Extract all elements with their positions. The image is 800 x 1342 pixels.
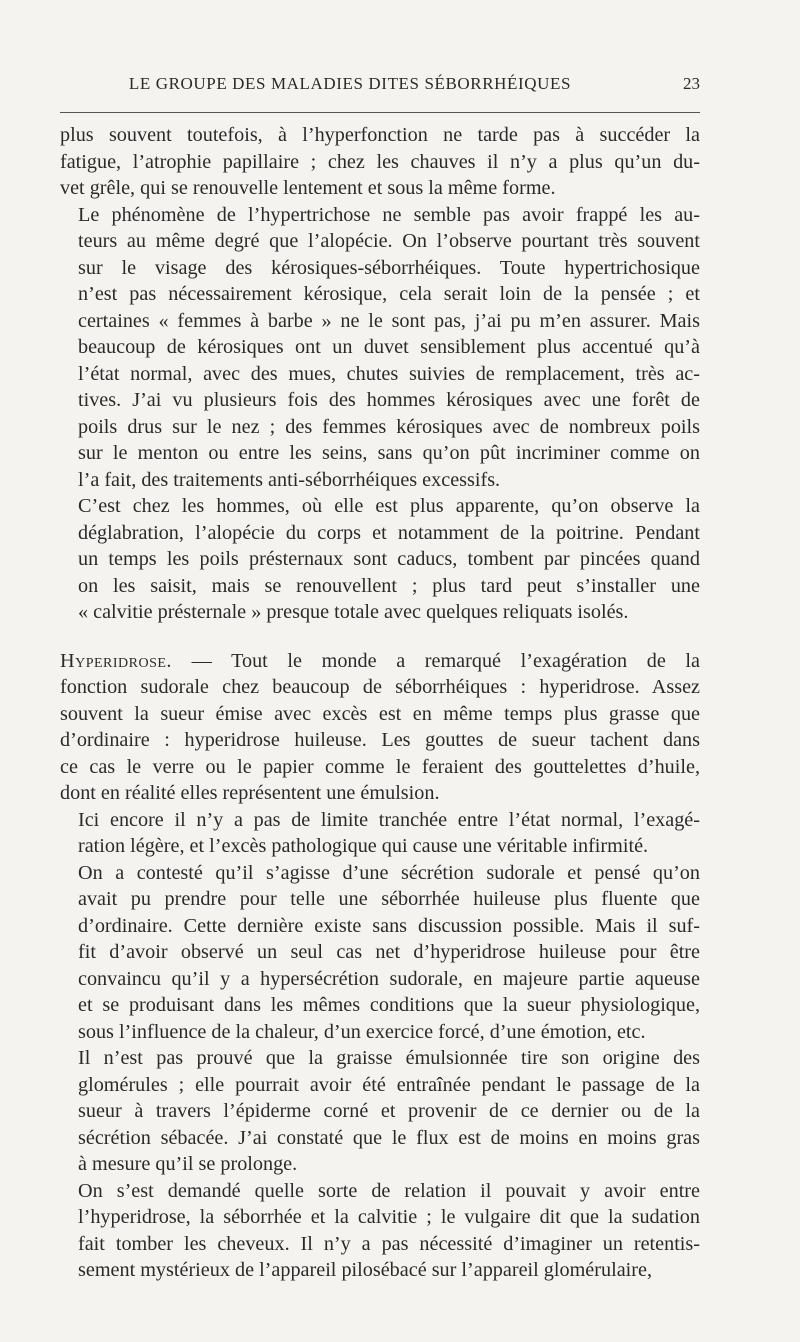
text-line: fait tomber les cheveux. Il n’y a pas nécessité d’imaginer un retentis- (78, 1232, 700, 1255)
section-heading: Hyperidrose. (60, 649, 172, 672)
text-line: avait pu prendre pour telle une séborrhée huileuse plus fluente que (78, 888, 700, 910)
text-line: Le phénomène de l’hypertrichose ne semble pas avoir frappé les au- (78, 203, 700, 226)
text-line: fit d’avoir observé un seul cas net d’hyperidrose huileuse pour être (78, 941, 700, 963)
text-line: teurs au même degré que l’alopécie. On l’observe pourtant très souvent (78, 230, 700, 252)
text-line: tives. J’ai vu plusieurs fois des hommes kérosiques avec une forêt de (78, 389, 700, 411)
text-line: sement mystérieux de l’appareil pilosébacé sur l’appareil glomérulaire, (78, 1259, 652, 1281)
text-line: d’ordinaire : hyperidrose huileuse. Les gouttes de sueur tachent dans (60, 729, 700, 751)
text-line: glomérules ; elle pourrait avoir été entraînée pendant le passage de la (78, 1073, 700, 1096)
text-line: ce cas le verre ou le papier comme le feraient des gouttelettes d’huile, (60, 755, 700, 778)
paragraph (60, 860, 700, 1046)
text-line: Ici encore il n’y a pas de limite tranchée entre l’état normal, l’exagé- (78, 808, 700, 831)
running-title: LE GROUPE DES MALADIES DITES SÉBORRHÉIQUES (128, 74, 572, 93)
text-line: dont en réalité elles représentent une émulsion. (60, 782, 440, 804)
paragraph (60, 493, 700, 626)
text-line: d’ordinaire. Cette dernière existe sans discussion possible. Mais il suf- (78, 914, 700, 937)
text-line: convaincu qu’il y a hypersécrétion sudorale, en majeure partie aqueuse (78, 967, 700, 990)
text-line: poils drus sur le nez ; des femmes kérosiques avec de nombreux poils (78, 415, 700, 438)
paragraph (60, 648, 700, 807)
paragraph (60, 122, 700, 202)
page-number: 23 (683, 74, 700, 93)
text-line: un temps les poils présternaux sont caducs, tombent par pincées quand (78, 548, 700, 570)
text-line: sur le menton ou entre les seins, sans qu’on pût incriminer comme on (78, 442, 700, 464)
text-line: sous l’influence de la chaleur, d’un exercice forcé, d’une émotion, etc. (78, 1020, 646, 1043)
text-line: Il n’est pas prouvé que la graisse émulsionnée tire son origine des (78, 1047, 700, 1069)
paragraph (60, 202, 700, 494)
text-line: C’est chez les hommes, où elle est plus apparente, qu’on observe la (78, 495, 700, 517)
paragraph (60, 1045, 700, 1178)
text-line: ration légère, et l’excès pathologique qui cause une véritable infirmité. (78, 835, 649, 857)
paragraph (60, 1178, 700, 1284)
text-line: déglabration, l’alopécie du corps et notamment de la poitrine. Pendant (78, 521, 700, 544)
text-line: certaines « femmes à barbe » ne le sont pas, j’ai pu m’en assurer. Mais (78, 309, 700, 332)
text-line: Hyperidrose. — Tout le monde a remarqué l’exagération de la (60, 649, 700, 672)
text-line: à mesure qu’il se prolonge. (78, 1153, 298, 1175)
text-line: l’hyperidrose, la séborrhée et la calvitie ; le vulgaire dit que la sudation (78, 1206, 700, 1228)
header-rule (60, 112, 700, 113)
paragraph (60, 807, 700, 860)
text-line: « calvitie présternale » presque totale avec quelques reliquats isolés. (78, 601, 629, 623)
text-line: on les saisit, mais se renouvellent ; plus tard peut s’installer une (78, 574, 700, 597)
text-line: sueur à travers l’épiderme corné et provenir de ce dernier ou de la (78, 1100, 700, 1122)
text-line: l’état normal, avec des mues, chutes suivies de remplacement, très ac- (78, 362, 700, 385)
text-line: On a contesté qu’il s’agisse d’une sécrétion sudorale et pensé qu’on (78, 861, 700, 884)
text-line: et se produisant dans les mêmes conditions que la sueur physiologique, (78, 994, 700, 1016)
body-text (60, 122, 700, 1284)
text-line: beaucoup de kérosiques ont un duvet sensiblement plus accentué qu’à (78, 336, 700, 358)
text-line: l’a fait, des traitements anti-séborrhéiques excessifs. (78, 468, 501, 491)
text-line: sécrétion sébacée. J’ai constaté que le flux est de moins en moins gras (78, 1126, 700, 1149)
text-line: fatigue, l’atrophie papillaire ; chez les chauves il n’y a plus qu’un du- (60, 150, 700, 173)
text-line: vet grêle, qui se renouvelle lentement et sous la même forme. (60, 177, 556, 199)
text-line: plus souvent toutefois, à l’hyperfonction ne tarde pas à succéder la (60, 124, 700, 146)
page-header (60, 74, 700, 98)
text-line: fonction sudorale chez beaucoup de séborrhéiques : hyperidrose. Assez (60, 676, 700, 698)
text-line: sur le visage des kérosiques-séborrhéiques. Toute hypertrichosique (78, 256, 700, 279)
text-line: On s’est demandé quelle sorte de relation il pouvait y avoir entre (78, 1179, 700, 1202)
text-line: souvent la sueur émise avec excès est en même temps plus grasse que (60, 702, 700, 725)
text-line: n’est pas nécessairement kérosique, cela serait loin de la pensée ; et (78, 283, 700, 305)
